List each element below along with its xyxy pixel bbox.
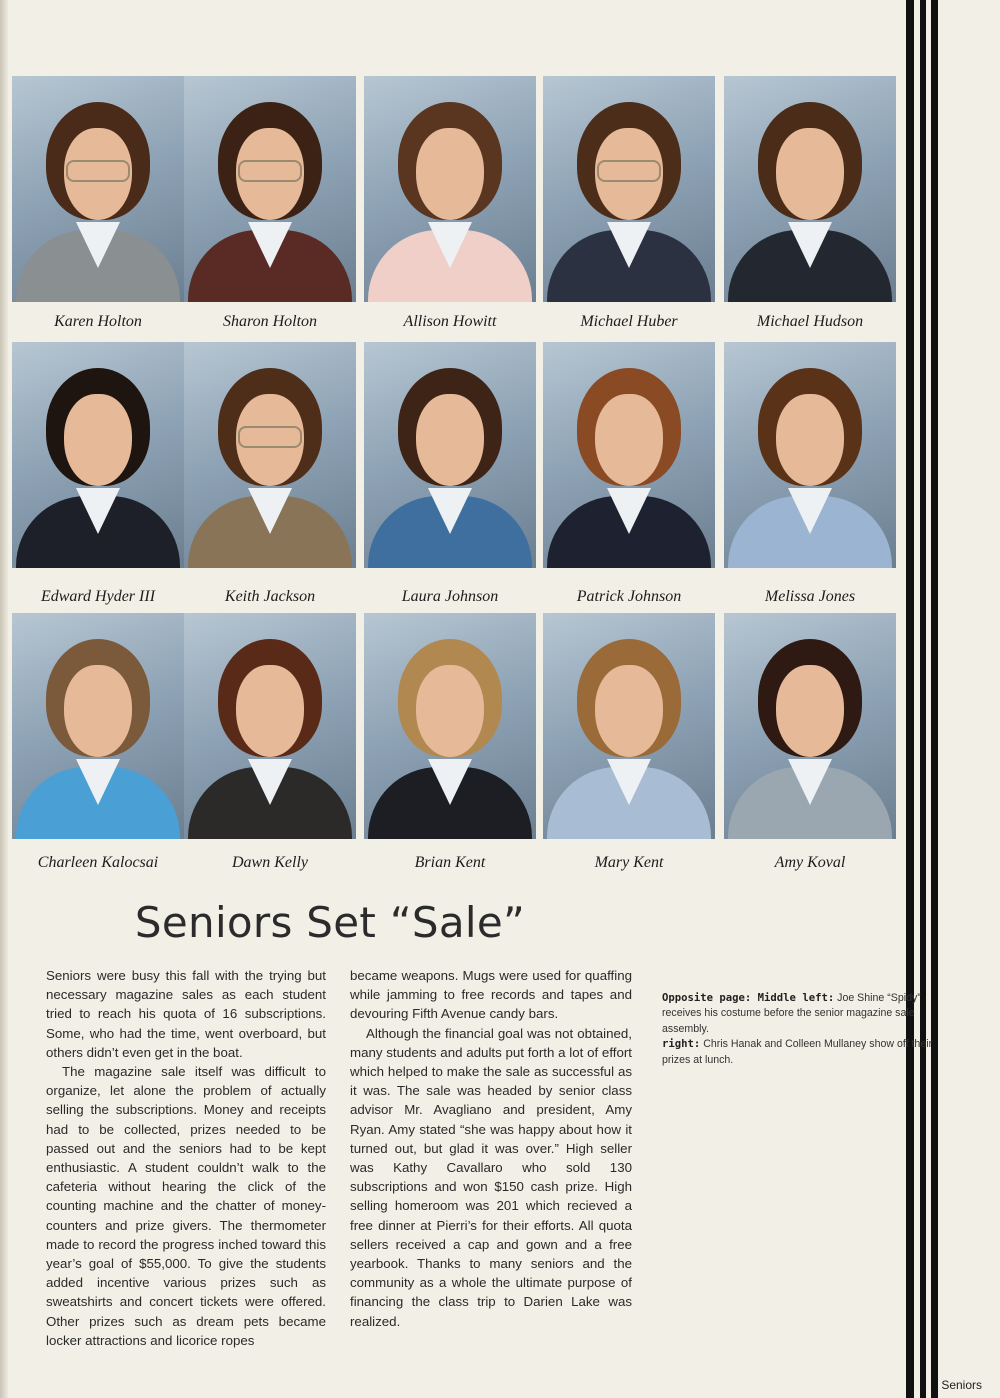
caption-label: right:: [662, 1038, 701, 1051]
article-paragraph: became weapons. Mugs were used for quaffing while jamming to free records and tapes and devouring Fifth Avenue candy bars.: [350, 968, 632, 1022]
portrait-photo: [184, 342, 356, 568]
portrait-caption: Allison Howitt: [403, 313, 497, 330]
article-paragraph: The magazine sale itself was difficult to organize, let alone the problem of actually selling the subscriptions. Money and receipts had to be collected, prizes needed to be passed out and the seniors had to be kept enthusiastic. A student couldn’t walk to the cafeteria without hearing the click of the counting machine and the chatter of money-counters and prize givers. The thermometer made to record the progress inched toward this year’s goal of $55,000. To give the students added incentive various prizes such as sweatshirts and concert tickets were offered. Other prizes such as dream pets became locker attractions and licorice ropes: [46, 1064, 326, 1348]
portrait-face: [776, 394, 844, 486]
headline: Seniors Set “Sale”: [134, 898, 526, 947]
portrait-caption: Keith Jackson: [224, 588, 316, 605]
caption-text: Joe Shine “Spidy” receives his costume before the senior magazine sale assembly.: [662, 992, 921, 1035]
portrait-caption: Charleen Kalocsai: [37, 854, 159, 871]
page-folio: Seniors: [941, 1378, 982, 1392]
page-binding-edge: [0, 0, 8, 1398]
portrait-face: [64, 394, 132, 486]
photo-caption-opposite-page: [662, 991, 960, 1068]
portrait-face: [595, 394, 663, 486]
portrait-face: [416, 665, 484, 757]
portrait-caption: Melissa Jones: [764, 588, 856, 605]
portrait-caption: Brian Kent: [414, 854, 486, 871]
caption-label: Opposite page: Middle left:: [662, 992, 835, 1004]
portrait-photo: [543, 342, 715, 568]
portrait-photo: [364, 613, 536, 839]
glasses-icon: [597, 160, 661, 182]
caption-text: Chris Hanak and Colleen Mullaney show off their prizes at lunch.: [662, 1038, 933, 1066]
article-paragraph: Although the financial goal was not obtained, many students and adults put forth a lot of effort which helped to make the sale as successful as it was. The sale was headed by senior class advisor Mr. Avagliano and president, Amy Ryan. Amy stated “she was happy about how it turned out, but glad it was over.” High seller was Kathy Cavallaro who sold 130 subscriptions and won $150 cash prize. High selling homeroom was 201 which recieved a free dinner at Pierri’s for their efforts. All quota sellers received a cap and gown and a free yearbook. Thanks to many seniors and the community as a whole the ultimate purpose of financing the class trip to Darien Lake was realized.: [350, 1025, 632, 1329]
portrait-photo: [12, 613, 184, 839]
portrait-photo: [364, 342, 536, 568]
portrait-face: [236, 665, 304, 757]
portrait-photo: [724, 76, 896, 302]
portrait-photo: [12, 342, 184, 568]
portrait-caption: Mary Kent: [594, 854, 664, 871]
portrait-caption: Laura Johnson: [401, 588, 499, 605]
portrait-photo: [724, 342, 896, 568]
portrait-caption: Karen Holton: [54, 313, 142, 330]
portrait-caption: Edward Hyder III: [40, 588, 156, 605]
portrait-photo: [364, 76, 536, 302]
portrait-face: [776, 128, 844, 220]
portrait-caption: Sharon Holton: [222, 313, 318, 330]
portrait-caption: Michael Huber: [580, 313, 678, 330]
portrait-photo: [543, 76, 715, 302]
portrait-face: [595, 665, 663, 757]
portrait-caption: Amy Koval: [774, 854, 846, 871]
portrait-photo: [724, 613, 896, 839]
article-column-1: [46, 966, 326, 1350]
portrait-face: [416, 128, 484, 220]
glasses-icon: [66, 160, 130, 182]
glasses-icon: [238, 160, 302, 182]
article-paragraph: Seniors were busy this fall with the trying but necessary magazine sales as each student tried to reach his quota of 16 subscriptions. Some, who had the time, went overboard, but others didn’t even get in the boat.: [46, 968, 326, 1060]
portrait-photo: [184, 613, 356, 839]
portrait-face: [64, 665, 132, 757]
glasses-icon: [238, 426, 302, 448]
portrait-photo: [12, 76, 184, 302]
portrait-photo: [184, 76, 356, 302]
article-column-2: [350, 966, 632, 1331]
portrait-face: [776, 665, 844, 757]
portrait-caption: Patrick Johnson: [576, 588, 682, 605]
portrait-face: [416, 394, 484, 486]
portrait-photo: [543, 613, 715, 839]
portrait-caption: Michael Hudson: [756, 313, 864, 330]
portrait-caption: Dawn Kelly: [232, 854, 308, 871]
